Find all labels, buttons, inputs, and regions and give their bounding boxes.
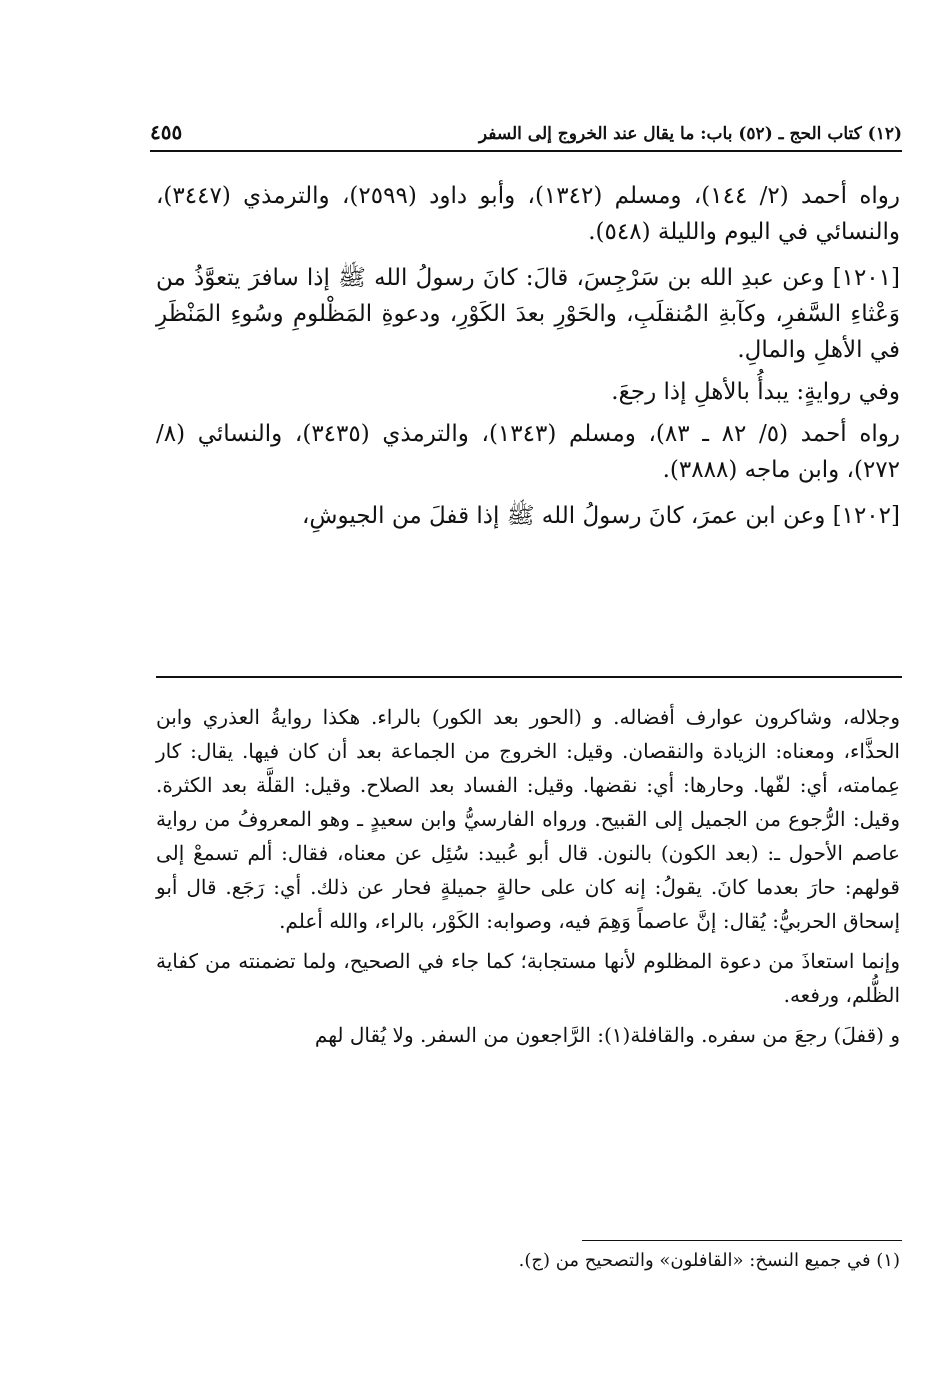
page-header (150, 112, 902, 152)
main-text (156, 178, 900, 544)
hadith-1202: [١٢٠٢] وعن ابن عمرَ، كانَ رسولُ الله ﷺ إذا قفلَ من الجيوشِ، (302, 503, 900, 529)
commentary-text (156, 700, 900, 1058)
running-title: (١٢) كتاب الحج ـ (٥٢) باب: ما يقال عند الخروج إلى السفر (478, 124, 902, 144)
commentary-paragraph: و (قفلَ) رجعَ من سفره. والقافلة(١): الرَّاجعون من السفر. ولا يُقال لهم (314, 1023, 900, 1047)
citation-paragraph: رواه أحمد (٢/ ١٤٤)، ومسلم (١٣٤٢)، وأبو داود (٢٥٩٩)، والترمذي (٣٤٤٧)، والنسائي في اليوم والليلة (٥٤٨). (156, 183, 900, 245)
page-number: ٤٥٥ (150, 120, 183, 144)
hadith-1201: [١٢٠١] وعن عبدِ الله بن سَرْجِسَ، قالَ: كانَ رسولُ الله ﷺ إذا سافرَ يتعوَّذُ من وَعْثاءِ السَّفرِ، وكآبةِ المُنقلَبِ، والحَوْرِ بعدَ الكَوْرِ، ودعوةِ المَظْلومِ وسُوءِ المَنْظَرِ في الأهلِ والمالِ. (156, 265, 900, 363)
footnote: (١) في جميع النسخ: «القافلون» والتصحيح من (ج). (518, 1250, 900, 1271)
citation-paragraph: رواه أحمد (٥/ ٨٢ ـ ٨٣)، ومسلم (١٣٤٣)، والترمذي (٣٤٣٥)، والنسائي (٨/ ٢٧٢)، وابن ماجه (٣٨٨٨). (156, 421, 900, 483)
commentary-paragraph: وإنما استعاذَ من دعوة المظلوم لأنها مستجابة؛ كما جاء في الصحيح، ولما تضمنته من كفاية الظُّلم، ورفعه. (156, 949, 900, 1007)
footnote-divider (582, 1240, 902, 1241)
commentary-divider (156, 676, 902, 678)
variant-narration: وفي روايةٍ: يبدأُ بالأهلِ إذا رجعَ. (611, 379, 900, 405)
commentary-paragraph: وجلاله، وشاكرون عوارف أفضاله. و (الحور بعد الكور) بالراء. هكذا روايةُ العذري وابن الحذَّاء، ومعناه: الزيادة والنقصان. وقيل: الخروج من الجماعة بعد أن كان فيها. يقال: كار عِمامته، أي: لفّها. وحارها: أي: نقضها. وقيل: الفساد بعد الصلاح. وقيل: القلَّة بعد الكثرة. وقيل: الرُّجوع من الجميل إلى القبيح. ورواه الفارسيُّ وابن سعيدٍ ـ وهو المعروفُ من رواية عاصم الأحول ـ: (بعد الكون) بالنون. قال أبو عُبيد: سُئِل عن معناه، فقال: ألم تسمعْ إلى قولهم: حارَ بعدما كانَ. يقولُ: إنه كان على حالةٍ جميلةٍ فحار عن ذلك. أي: رَجَع. قال أبو إسحاق الحربيُّ: يُقال: إنَّ عاصماً وَهِمَ فيه، وصوابه: الكَوْر، بالراء، والله أعلم. (156, 705, 900, 933)
